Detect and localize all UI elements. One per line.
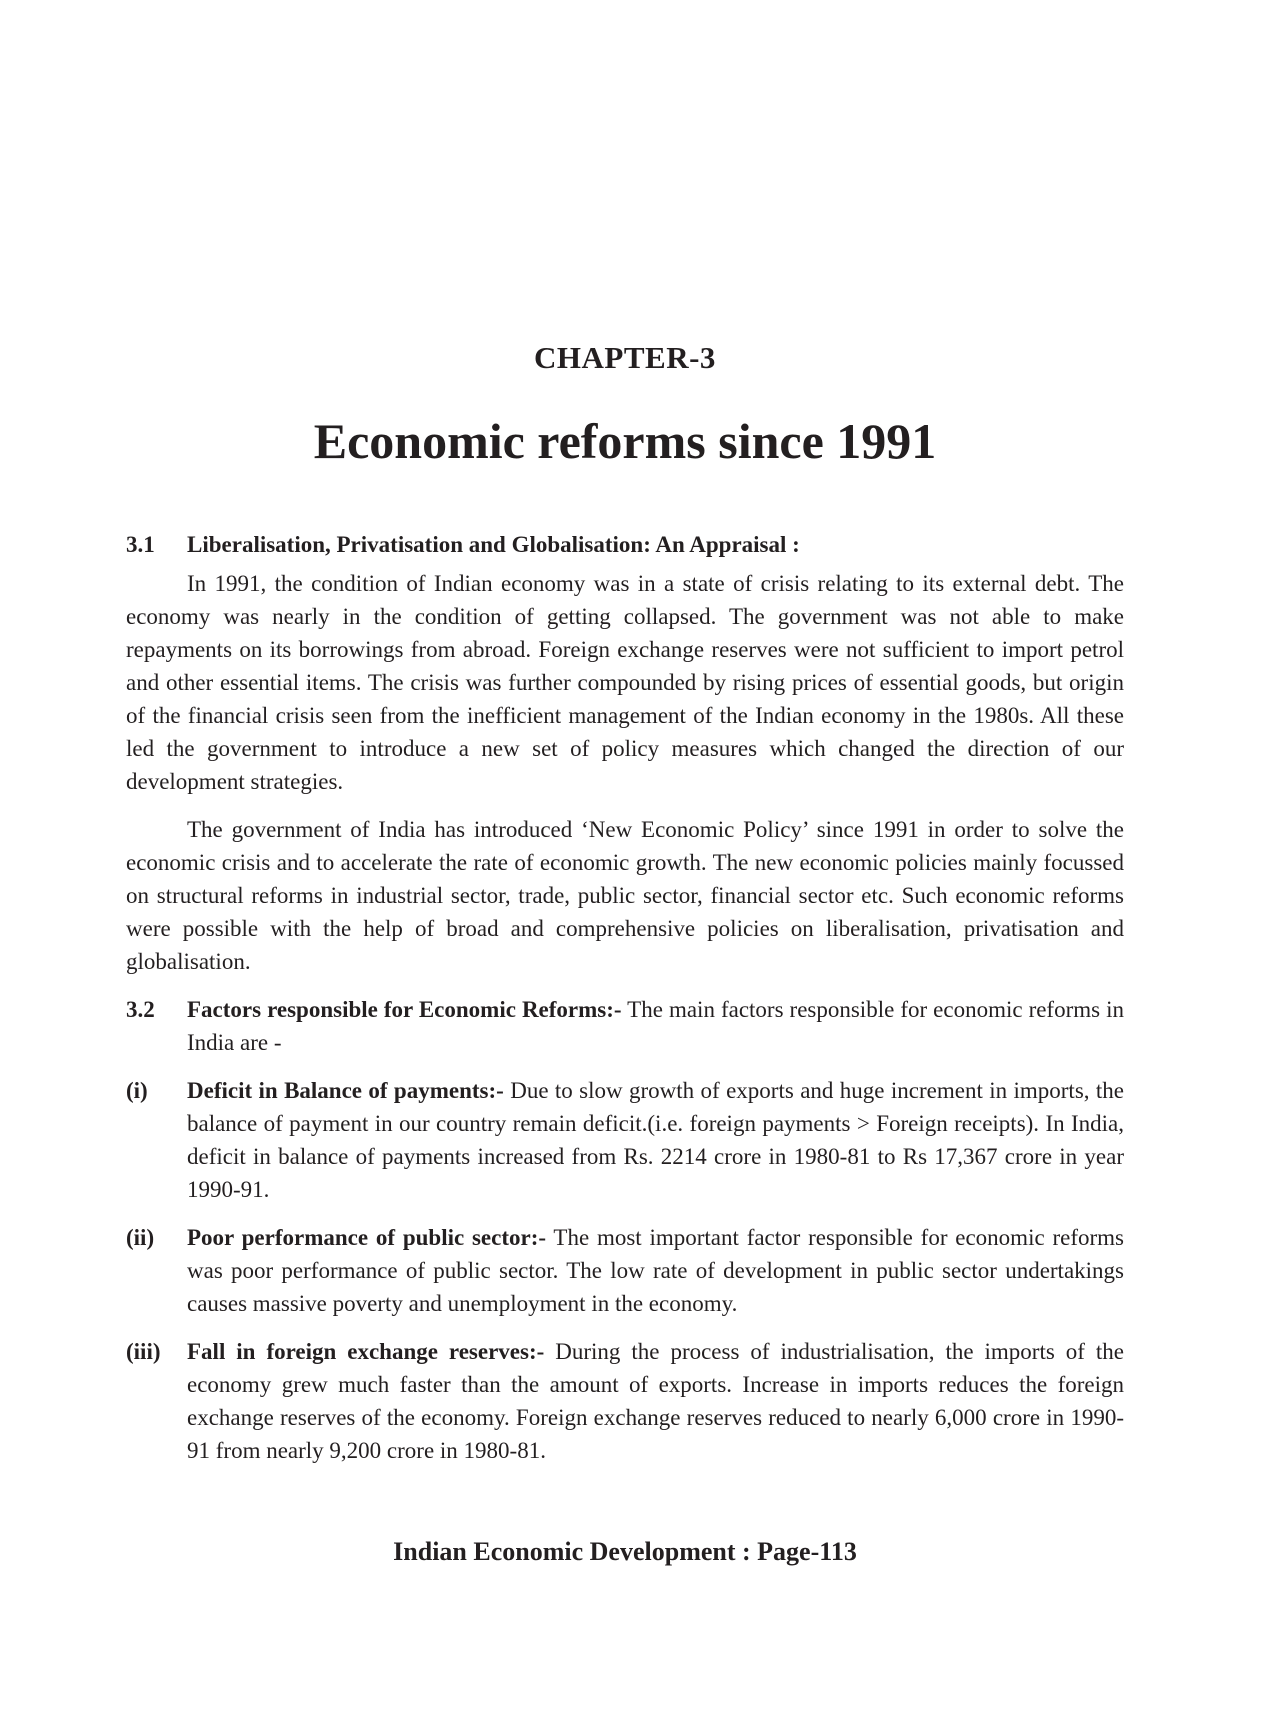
section-3-1-heading xyxy=(126,528,1124,561)
section-number: 3.1 xyxy=(126,532,155,557)
page-content xyxy=(126,528,1124,1482)
section-title: Liberalisation, Privatisation and Globalisation: An Appraisal : xyxy=(187,532,800,557)
paragraph: In 1991, the condition of Indian economy was in a state of crisis relating to its external debt. The economy was nearly in the condition of getting collapsed. The government was not able to make repayments on its borrowings from abroad. Foreign exchange reserves were not sufficient to import petrol and other essential items. The crisis was further compounded by rising prices of essential goods, but origin of the financial crisis seen from the inefficient management of the Indian economy in the 1980s. All these led the government to introduce a new set of policy measures which changed the direction of our development strategies. xyxy=(126,571,1124,794)
list-item xyxy=(126,1335,1124,1467)
paragraph: The government of India has introduced ‘New Economic Policy’ since 1991 in order to solve the economic crisis and to accelerate the rate of economic growth. The new economic policies mainly focussed on structural reforms in industrial sector, trade, public sector, financial sector etc. Such economic reforms were possible with the help of broad and comprehensive policies on liberalisation, privatisation and globalisation. xyxy=(126,817,1124,974)
list-marker: (iii) xyxy=(126,1339,161,1364)
list-item-title: Deficit in Balance of payments:- xyxy=(187,1078,504,1103)
list-item-body xyxy=(187,1074,1124,1206)
page-footer: Indian Economic Development : Page-113 xyxy=(393,1537,857,1566)
list-item xyxy=(126,1221,1124,1320)
list-item xyxy=(126,1074,1124,1206)
section-number: 3.2 xyxy=(126,997,155,1022)
list-item-title: Poor performance of public sector:- xyxy=(187,1225,547,1250)
list-marker: (ii) xyxy=(126,1225,155,1250)
list-item-title: Fall in foreign exchange reserves:- xyxy=(187,1339,545,1364)
section-title: Factors responsible for Economic Reforms:- xyxy=(187,997,622,1022)
list-item-body xyxy=(187,1335,1124,1467)
chapter-label: CHAPTER-3 xyxy=(534,340,716,375)
list-item-text: During the process of industrialisation, the imports of the economy grew much faster than the amount of exports. Increase in imports reduces the foreign exchange reserves of the economy. Foreign exchange reserves reduced to nearly 6,000 crore in 1990-91 from nearly 9,200 crore in 1980-81. xyxy=(187,1339,1124,1463)
list-item-text: Due to slow growth of exports and huge increment in imports, the balance of payment in our country remain deficit.(i.e. foreign payments > Foreign receipts). In India, deficit in balance of payments increased from Rs. 2214 crore in 1980-81 to Rs 17,367 crore in year 1990-91. xyxy=(187,1078,1124,1202)
section-body xyxy=(187,993,1124,1059)
section-3-2 xyxy=(126,993,1124,1059)
list-marker: (i) xyxy=(126,1078,148,1103)
list-item-text: The most important factor responsible for economic reforms was poor performance of public sector. The low rate of development in public sector undertakings causes massive poverty and unemployment in the economy. xyxy=(187,1225,1124,1316)
section-text: The main factors responsible for economic reforms in India are - xyxy=(187,997,1124,1055)
chapter-title: Economic reforms since 1991 xyxy=(313,413,937,469)
list-item-body xyxy=(187,1221,1124,1320)
